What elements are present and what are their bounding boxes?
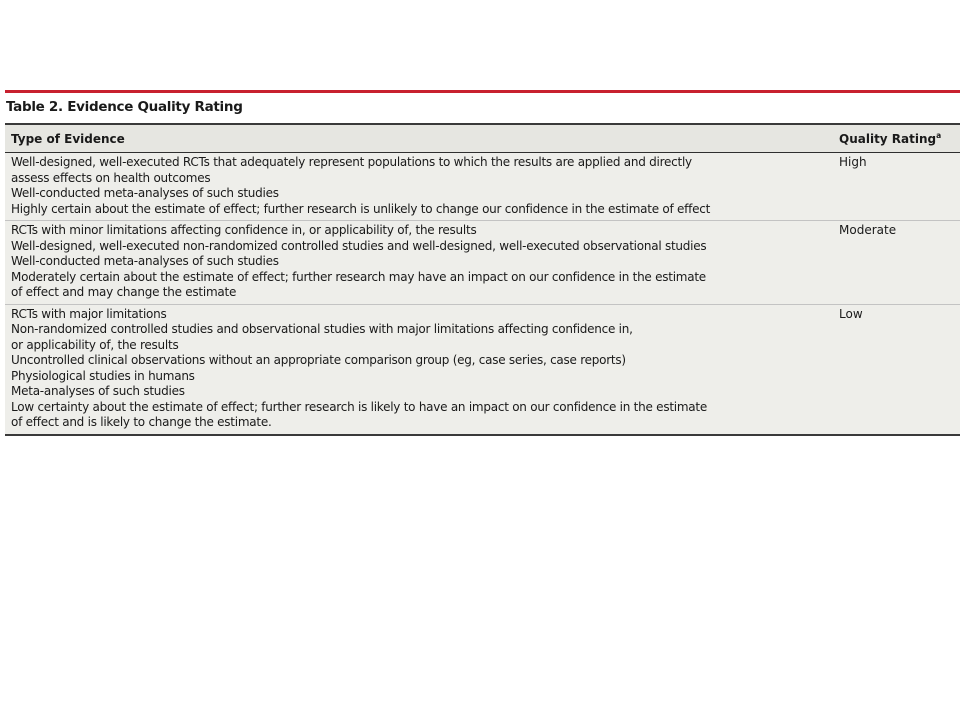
evidence-line: Well-conducted meta-analyses of such studies [11, 254, 279, 268]
rating-cell [834, 307, 960, 431]
footnote-marker: a [936, 130, 942, 140]
evidence-line: RCTs with major limitations [11, 306, 167, 321]
table-row-moderate [5, 221, 960, 305]
evidence-quality-table [5, 90, 960, 436]
evidence-line: or applicability of, the results [11, 337, 179, 352]
rating-value: High [839, 155, 867, 169]
evidence-line: Well-designed, well-executed RCTs that adequately represent populations to which the results are applied and directly [11, 155, 692, 169]
evidence-line: Non-randomized controlled studies and observational studies with major limitations affecting confidence in, [11, 322, 633, 336]
header-type-of-evidence: Type of Evidence [11, 131, 125, 146]
evidence-line: Well-designed, well-executed non-randomized controlled studies and well-designed, well-executed observational studies [11, 238, 707, 253]
header-quality-rating-label: Quality Rating [839, 131, 937, 146]
evidence-line: Meta-analyses of such studies [11, 384, 185, 398]
table-row-high [5, 153, 960, 221]
evidence-line: RCTs with minor limitations affecting confidence in, or applicability of, the results [11, 223, 477, 237]
evidence-line: of effect and may change the estimate [11, 285, 237, 299]
evidence-line: Low certainty about the estimate of effect; further research is likely to have an impact on our confidence in the estimate [11, 399, 707, 414]
rating-cell [834, 223, 960, 301]
header-quality-rating [834, 132, 960, 146]
evidence-line: Well-conducted meta-analyses of such studies [11, 186, 279, 200]
evidence-line: Moderately certain about the estimate of effect; further research may have an impact on our confidence in the estimate [11, 269, 706, 284]
evidence-line: Physiological studies in humans [11, 368, 195, 383]
evidence-line: Uncontrolled clinical observations without an appropriate comparison group (eg, case series, case reports) [11, 353, 626, 367]
table-header-row [5, 125, 960, 153]
table-row-low [5, 305, 960, 436]
rating-cell [834, 155, 960, 217]
rating-value: Low [839, 306, 863, 321]
rating-value: Moderate [839, 223, 897, 237]
table-caption: Table 2. Evidence Quality Rating [6, 99, 243, 115]
evidence-cell [5, 155, 834, 217]
evidence-line: assess effects on health outcomes [11, 170, 211, 185]
evidence-line: of effect and is likely to change the estimate. [11, 415, 272, 429]
evidence-line: Highly certain about the estimate of effect; further research is unlikely to change our confidence in the estimate of effect [11, 201, 711, 216]
evidence-cell [5, 223, 834, 301]
evidence-cell [5, 307, 834, 431]
